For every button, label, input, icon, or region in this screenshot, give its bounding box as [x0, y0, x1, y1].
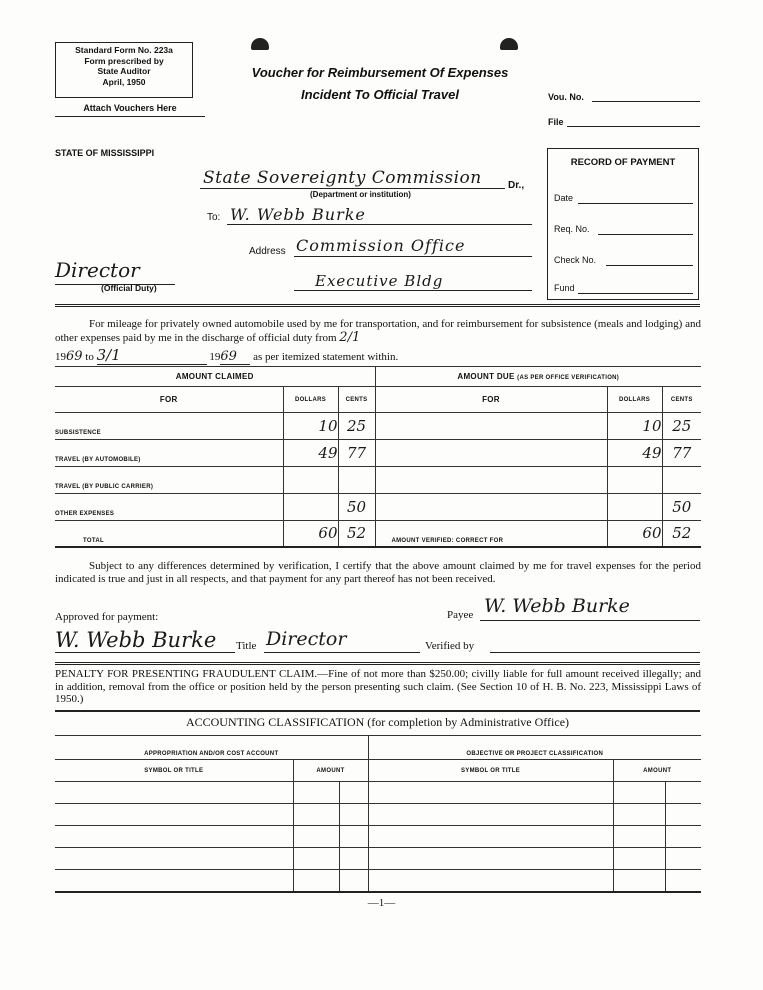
symbol-cell[interactable] — [368, 826, 613, 848]
attach-vouchers-label: Attach Vouchers Here — [83, 103, 177, 113]
official-duty-value[interactable]: Director — [55, 258, 140, 282]
accounting-table — [55, 735, 701, 893]
verified-label: AMOUNT VERIFIED: CORRECT FOR — [375, 521, 607, 547]
form-title-line2: Incident To Official Travel — [301, 87, 459, 102]
from-date[interactable]: 2/1 — [339, 330, 361, 345]
amount-due-header — [375, 367, 701, 387]
form-info-box — [55, 42, 193, 98]
form-title-line1: Voucher for Reimbursement Of Expenses — [251, 65, 509, 80]
symbol-cell[interactable] — [368, 870, 613, 892]
amount-cell[interactable] — [293, 826, 339, 848]
to-label: To: — [207, 212, 221, 223]
symbol-cell[interactable] — [368, 848, 613, 870]
due-dollars-cell[interactable]: 49 — [607, 440, 662, 467]
form-number: Standard Form No. 223a — [75, 45, 173, 55]
page-number: —1— — [367, 897, 396, 909]
amount-cell[interactable] — [293, 870, 339, 892]
due-dollars-cell[interactable] — [607, 467, 662, 494]
official-duty-caption: (Official Duty) — [101, 283, 157, 293]
amount-due-note: (AS PER OFFICE VERIFICATION) — [517, 375, 620, 381]
to-date[interactable]: 3/1 — [97, 346, 207, 365]
payee-label: Payee — [447, 609, 474, 621]
cents-cell[interactable]: 77 — [338, 440, 375, 467]
amount-header: AMOUNT — [293, 760, 368, 782]
total-label: TOTAL — [55, 521, 283, 547]
verified-cents[interactable]: 52 — [662, 521, 701, 547]
approver-signature[interactable]: W. Webb Burke — [55, 628, 217, 652]
due-cents-cell[interactable]: 50 — [662, 494, 701, 521]
total-row — [55, 521, 701, 547]
record-of-payment-title: RECORD OF PAYMENT — [570, 157, 676, 168]
symbol-cell[interactable] — [368, 782, 613, 804]
year-prefix-1: 19 — [55, 351, 66, 363]
table-row — [55, 494, 701, 521]
record-date-label: Date — [554, 193, 574, 203]
due-for-header: FOR — [375, 387, 607, 413]
table-row — [55, 804, 701, 826]
approver-title[interactable]: Director — [266, 628, 347, 650]
table-row — [55, 826, 701, 848]
cents-cell[interactable] — [338, 467, 375, 494]
travel-statement-text: For mileage for privately owned automobile used by me for transportation, and for reimbursement for subsistence (meals and lodging) and other expenses paid by me in the discharge of official duty from — [55, 318, 701, 344]
cents-cell[interactable]: 50 — [338, 494, 375, 521]
record-req-field[interactable] — [598, 234, 693, 235]
address-label: Address — [249, 246, 286, 257]
record-check-label: Check No. — [554, 255, 597, 265]
form-authority: State Auditor — [97, 66, 151, 76]
seal-icon — [500, 38, 518, 50]
to-label: to — [85, 351, 94, 363]
period-line — [55, 346, 398, 365]
amount-cell[interactable] — [613, 782, 665, 804]
year-2[interactable]: 69 — [220, 349, 250, 365]
certification-text: Subject to any differences determined by verification, I certify that the above amount claimed by me for travel expenses for the period indicated is true and just in all respects, and that payment for any part thereof has not been received. — [55, 560, 701, 585]
row-label: TRAVEL (BY PUBLIC CARRIER) — [55, 467, 283, 494]
amount-cell[interactable] — [613, 870, 665, 892]
dr-label: Dr., — [508, 180, 525, 191]
objective-header: OBJECTIVE OR PROJECT CLASSIFICATION — [368, 736, 701, 760]
for-header: FOR — [55, 387, 283, 413]
record-of-payment-box — [547, 148, 699, 300]
voucher-number-field[interactable] — [592, 101, 700, 102]
table-row — [55, 870, 701, 892]
penalty-text — [55, 668, 701, 706]
row-label: TRAVEL (BY AUTOMOBILE) — [55, 440, 283, 467]
file-label: File — [548, 117, 564, 127]
appropriation-header: APPROPRIATION AND/OR COST ACCOUNT — [55, 736, 368, 760]
table-row — [55, 440, 701, 467]
row-label: SUBSISTENCE — [55, 413, 283, 440]
due-cents-cell[interactable]: 77 — [662, 440, 701, 467]
cents-cell[interactable]: 25 — [338, 413, 375, 440]
amount-due-label: AMOUNT DUE — [457, 372, 515, 381]
record-check-field[interactable] — [606, 265, 693, 266]
accounting-heading: ACCOUNTING CLASSIFICATION (for completion by Administrative Office) — [185, 715, 570, 729]
voucher-number-label: Vou. No. — [548, 92, 584, 102]
due-cents-cell[interactable] — [662, 467, 701, 494]
table-row — [55, 467, 701, 494]
record-req-label: Req. No. — [554, 224, 590, 234]
penalty-body: —Fine of not more than $250.00; civilly liable for full amount received illegally; and in addition, removal from the office or position held by the person presenting such claim. (See Section 10 of H. B. No. 223, Mississippi Laws of 1950.) — [55, 668, 701, 705]
title-label: Title — [236, 640, 257, 652]
symbol-header: SYMBOL OR TITLE — [55, 760, 293, 782]
symbol-cell[interactable] — [368, 804, 613, 826]
amount-claimed-header: AMOUNT CLAIMED — [55, 367, 375, 387]
verified-dollars[interactable]: 60 — [607, 521, 662, 547]
amount-cell[interactable] — [293, 782, 339, 804]
form-title — [230, 62, 530, 106]
amount-cell[interactable] — [613, 826, 665, 848]
amount-cell[interactable] — [613, 804, 665, 826]
verified-by-field[interactable] — [490, 652, 700, 653]
due-cents-cell[interactable]: 25 — [662, 413, 701, 440]
claim-table — [55, 366, 701, 548]
due-dollars-cell[interactable]: 10 — [607, 413, 662, 440]
amount-header-right: AMOUNT — [613, 760, 701, 782]
dollars-header: DOLLARS — [283, 387, 338, 413]
amount-cell[interactable] — [293, 804, 339, 826]
row-label: OTHER EXPENSES — [55, 494, 283, 521]
payee-signature[interactable]: W. Webb Burke — [484, 595, 630, 617]
address-line2[interactable]: Executive Bldg — [315, 272, 444, 290]
payee-name[interactable]: W. Webb Burke — [230, 205, 366, 224]
symbol-cell[interactable] — [55, 848, 293, 870]
cents-header: CENTS — [338, 387, 375, 413]
dollars-cell[interactable]: 49 — [283, 440, 338, 467]
travel-statement — [55, 318, 701, 345]
department-caption: (Department or institution) — [310, 190, 411, 199]
year-prefix-2: 19 — [209, 351, 221, 363]
verified-by-label: Verified by — [425, 640, 475, 652]
amount-cell[interactable] — [613, 848, 665, 870]
table-row — [55, 848, 701, 870]
record-fund-label: Fund — [554, 283, 575, 293]
total-dollars[interactable]: 60 — [283, 521, 338, 547]
form-prescriber: Form prescribed by — [84, 55, 164, 66]
period-suffix: as per itemized statement within. — [253, 351, 399, 363]
approved-label: Approved for payment: — [55, 611, 159, 623]
dollars-cell[interactable] — [283, 494, 338, 521]
symbol-cell[interactable] — [55, 804, 293, 826]
record-fund-field[interactable] — [578, 293, 693, 294]
symbol-header-right: SYMBOL OR TITLE — [368, 760, 613, 782]
year-1[interactable]: 69 — [66, 349, 83, 364]
dollars-cell[interactable] — [283, 467, 338, 494]
form-date: April, 1950 — [102, 76, 146, 87]
due-cents-header: CENTS — [662, 387, 701, 413]
department-value[interactable]: State Sovereignty Commission — [203, 168, 482, 188]
state-label: STATE OF MISSISSIPPI — [55, 148, 155, 158]
file-field[interactable] — [567, 126, 700, 127]
symbol-cell[interactable] — [55, 826, 293, 848]
dollars-cell[interactable]: 10 — [283, 413, 338, 440]
symbol-cell[interactable] — [55, 870, 293, 892]
penalty-heading: PENALTY FOR PRESENTING FRAUDULENT CLAIM. — [55, 668, 318, 680]
symbol-cell[interactable] — [55, 782, 293, 804]
amount-cell[interactable] — [293, 848, 339, 870]
due-dollars-cell[interactable] — [607, 494, 662, 521]
table-row — [55, 782, 701, 804]
seal-icon — [251, 38, 269, 50]
due-dollars-header: DOLLARS — [607, 387, 662, 413]
table-row — [55, 413, 701, 440]
record-date-field[interactable] — [578, 203, 693, 204]
address-line1[interactable]: Commission Office — [296, 236, 466, 255]
total-cents[interactable]: 52 — [338, 521, 375, 547]
